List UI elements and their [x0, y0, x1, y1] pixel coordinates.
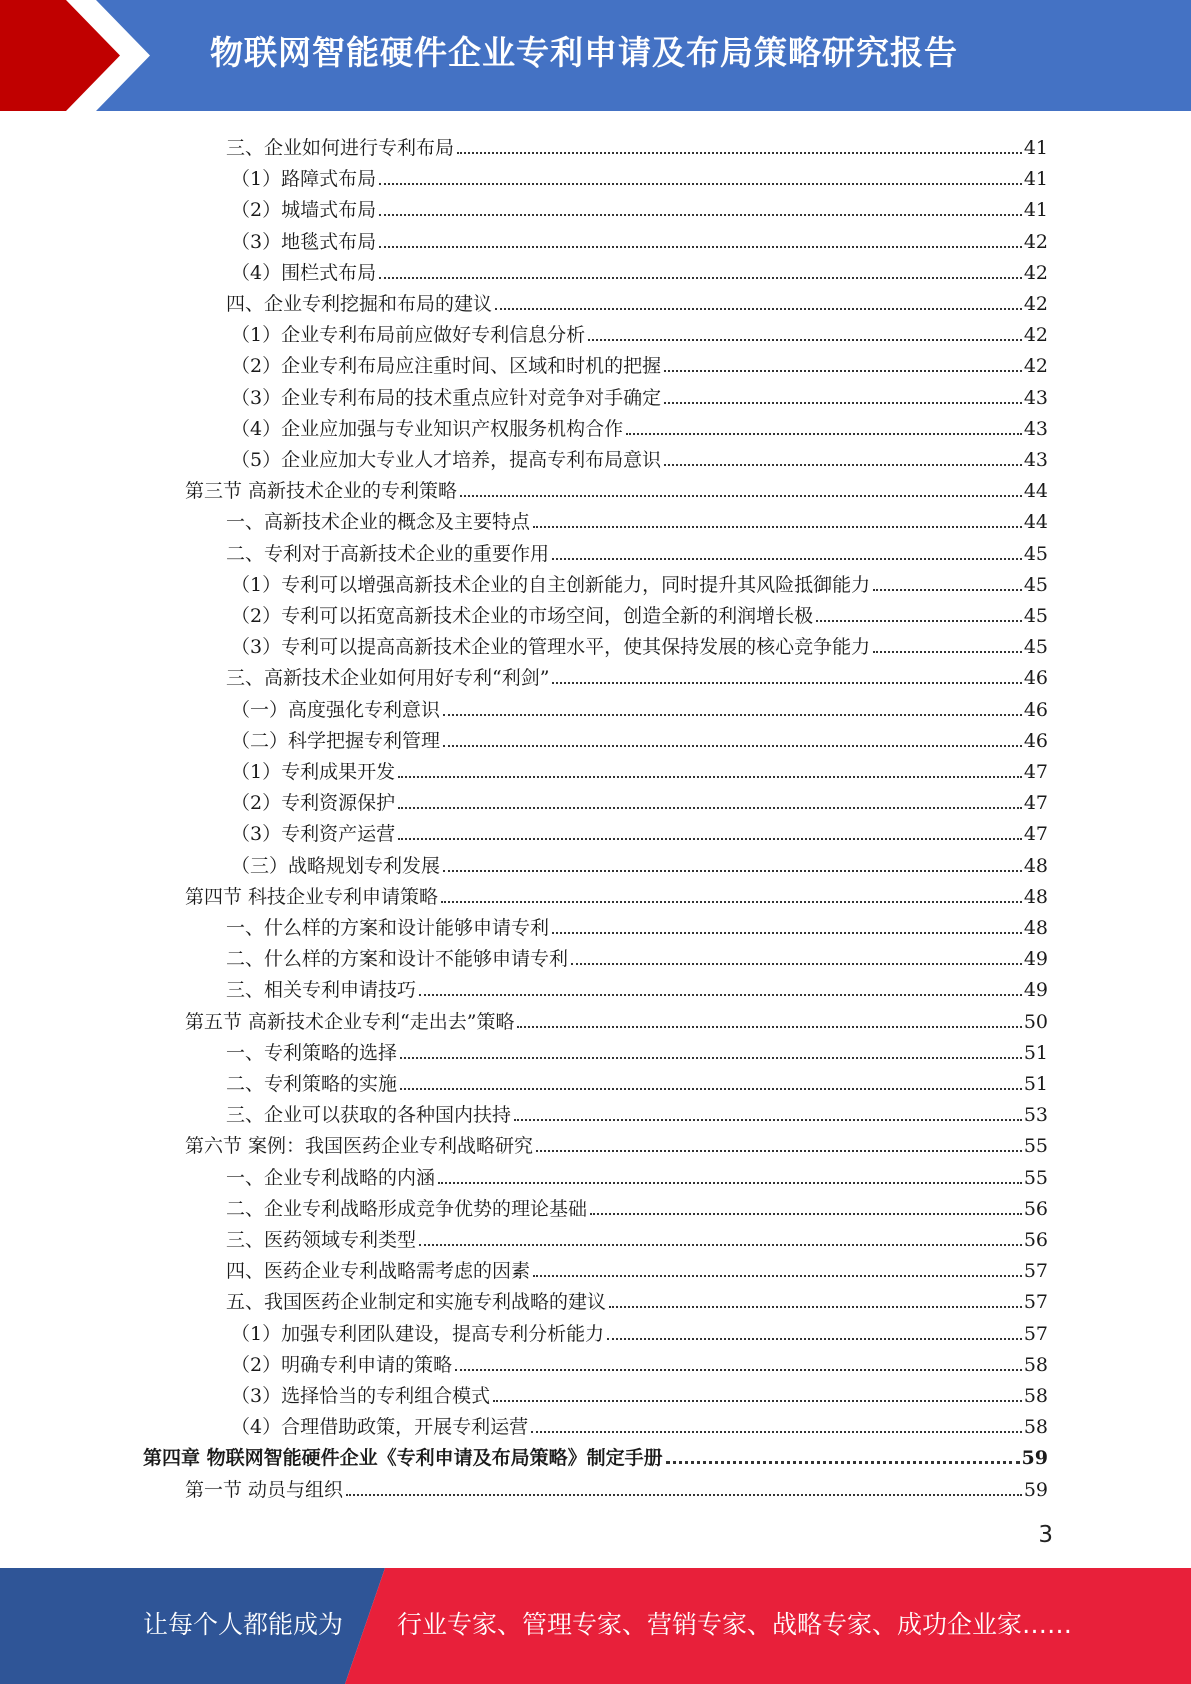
document-title: 物联网智能硬件企业专利申请及布局策略研究报告	[210, 33, 958, 72]
toc-entry-title: （1）专利成果开发	[231, 761, 396, 783]
toc-entry-page: 47	[1023, 823, 1048, 846]
toc-entry[interactable]	[185, 1470, 1048, 1501]
toc-entry-title: （4）围栏式布局	[231, 261, 377, 284]
toc-entry[interactable]	[226, 970, 1048, 1001]
footer-roles: 行业专家、管理专家、营销专家、战略专家、成功企业家……	[397, 1610, 1073, 1639]
toc-entry[interactable]	[231, 1376, 1048, 1407]
page-footer	[0, 1568, 1191, 1684]
toc-entry-page: 58	[1023, 1353, 1048, 1376]
toc-leader-dots	[590, 1213, 1022, 1215]
toc-entry[interactable]	[226, 534, 1048, 565]
toc-entry-page: 57	[1023, 1291, 1048, 1314]
toc-leader-dots	[666, 1461, 1020, 1464]
toc-entry-title: （2）专利可以拓宽高新技术企业的市场空间，创造全新的利润增长极	[231, 605, 814, 627]
toc-entry-title: （二）科学把握专利管理	[231, 729, 441, 752]
toc-entry-title: 一、什么样的方案和设计能够申请专利	[226, 917, 550, 939]
toc-entry-title: （2）专利资源保护	[231, 792, 396, 815]
toc-entry[interactable]	[231, 627, 1048, 658]
toc-entry-page: 42	[1023, 230, 1048, 253]
toc-entry-page: 55	[1023, 1166, 1048, 1189]
toc-leader-dots	[379, 183, 1022, 185]
toc-entry[interactable]	[226, 128, 1048, 159]
toc-leader-dots	[398, 776, 1022, 778]
toc-entry[interactable]	[231, 1314, 1048, 1345]
toc-entry[interactable]	[231, 721, 1048, 752]
toc-entry-page: 48	[1023, 885, 1048, 908]
toc-entry[interactable]	[231, 596, 1048, 627]
toc-entry-page: 51	[1023, 1073, 1048, 1095]
toc-entry[interactable]	[231, 440, 1048, 471]
toc-entry-page: 43	[1023, 417, 1048, 440]
toc-entry-title: 一、企业专利战略的内涵	[226, 1166, 436, 1189]
toc-leader-dots	[873, 589, 1022, 591]
toc-leader-dots	[664, 464, 1022, 466]
toc-leader-dots	[493, 1400, 1022, 1402]
toc-leader-dots	[552, 558, 1022, 560]
toc-entry-title: （4）企业应加强与专业知识产权服务机构合作	[231, 417, 624, 440]
toc-leader-dots	[609, 1306, 1022, 1308]
toc-entry-page: 41	[1023, 199, 1048, 222]
toc-entry-page: 42	[1023, 324, 1048, 347]
toc-entry[interactable]	[226, 908, 1048, 939]
toc-leader-dots	[514, 1119, 1022, 1121]
toc-entry-page: 47	[1023, 792, 1048, 815]
toc-entry[interactable]	[226, 1158, 1048, 1189]
toc-entry-page: 57	[1023, 1260, 1048, 1283]
toc-entry-page: 58	[1023, 1416, 1048, 1439]
toc-entry[interactable]	[231, 409, 1048, 440]
toc-entry-title: 二、企业专利战略形成竞争优势的理论基础	[226, 1197, 588, 1220]
toc-entry[interactable]	[185, 1002, 1048, 1033]
toc-leader-dots	[626, 433, 1022, 435]
toc-entry-title: （3）企业专利布局的技术重点应针对竞争对手确定	[231, 386, 662, 409]
toc-entry-page: 44	[1023, 480, 1048, 503]
toc-leader-dots	[443, 745, 1022, 747]
toc-entry-title: （3）专利资产运营	[231, 823, 396, 846]
toc-entry[interactable]	[185, 877, 1048, 908]
toc-leader-dots	[588, 339, 1022, 341]
toc-entry-title: 第六节 案例：我国医药企业专利战略研究	[185, 1135, 534, 1158]
toc-leader-dots	[438, 1182, 1022, 1184]
toc-leader-dots	[536, 1150, 1022, 1152]
toc-entry-page: 42	[1023, 293, 1048, 315]
toc-entry[interactable]	[226, 1282, 1048, 1313]
header-arrow-icon	[0, 0, 160, 111]
toc-entry-page: 47	[1023, 761, 1048, 783]
toc-entry-page: 45	[1023, 573, 1048, 596]
toc-entry-page: 45	[1023, 542, 1048, 565]
toc-leader-dots	[533, 1275, 1022, 1277]
toc-entry-title: （2）明确专利申请的策略	[231, 1353, 453, 1376]
toc-leader-dots	[346, 1494, 1022, 1496]
toc-entry-page: 42	[1023, 261, 1048, 284]
toc-entry-page: 48	[1023, 854, 1048, 877]
toc-entry[interactable]	[226, 284, 1048, 315]
toc-leader-dots	[379, 214, 1022, 216]
page-number: 3	[1038, 1522, 1053, 1548]
toc-entry-title: 三、相关专利申请技巧	[226, 979, 417, 1002]
toc-entry-page: 58	[1023, 1385, 1048, 1407]
toc-leader-dots	[816, 620, 1022, 622]
toc-entry-title: 第四节 科技企业专利申请策略	[185, 885, 439, 908]
toc-entry-title: （3）选择恰当的专利组合模式	[231, 1385, 491, 1407]
toc-entry-page: 42	[1023, 355, 1048, 378]
toc-leader-dots	[379, 246, 1022, 248]
toc-entry-title: 二、专利策略的实施	[226, 1073, 398, 1095]
page-header	[0, 0, 1191, 111]
toc-entry[interactable]	[231, 159, 1048, 190]
toc-entry-title: 二、专利对于高新技术企业的重要作用	[226, 542, 550, 565]
toc-entry[interactable]	[231, 846, 1048, 877]
toc-entry-title: （1）专利可以增强高新技术企业的自主创新能力，同时提升其风险抵御能力	[231, 573, 871, 596]
toc-entry-title: 第四章 物联网智能硬件企业《专利申请及布局策略》制定手册	[143, 1447, 663, 1470]
toc-entry-title: （5）企业应加大专业人才培养，提高专利布局意识	[231, 449, 662, 471]
toc-entry-page: 59	[1021, 1447, 1048, 1470]
toc-leader-dots	[419, 994, 1022, 996]
toc-entry-page: 59	[1023, 1478, 1048, 1501]
toc-entry-page: 45	[1023, 605, 1048, 627]
toc-entry-page: 45	[1023, 636, 1048, 659]
toc-entry[interactable]	[231, 1407, 1048, 1438]
toc-entry-page: 51	[1023, 1041, 1048, 1064]
toc-leader-dots	[664, 370, 1022, 372]
toc-leader-dots	[455, 1369, 1022, 1371]
toc-entry-title: 三、企业可以获取的各种国内扶持	[226, 1104, 512, 1127]
toc-leader-dots	[398, 838, 1022, 840]
toc-entry[interactable]	[231, 1345, 1048, 1376]
toc-entry-title: 五、我国医药企业制定和实施专利战略的建议	[226, 1291, 607, 1314]
toc-entry-title: 三、医药领域专利类型	[226, 1229, 417, 1251]
toc-leader-dots	[443, 714, 1022, 716]
toc-entry-title: （1）路障式布局	[231, 168, 377, 191]
toc-entry-page: 53	[1023, 1104, 1048, 1127]
toc-entry[interactable]	[231, 752, 1048, 783]
toc-leader-dots	[441, 901, 1022, 903]
toc-entry[interactable]	[226, 1033, 1048, 1064]
toc-entry[interactable]	[231, 190, 1048, 221]
toc-leader-dots	[443, 870, 1022, 872]
toc-entry-title: 一、专利策略的选择	[226, 1041, 398, 1064]
toc-entry-page: 55	[1023, 1135, 1048, 1158]
toc-entry-page: 56	[1023, 1197, 1048, 1220]
toc-entry-title: 第三节 高新技术企业的专利策略	[185, 480, 458, 503]
toc-entry[interactable]	[226, 1189, 1048, 1220]
toc-leader-dots	[533, 526, 1022, 528]
toc-entry[interactable]	[231, 315, 1048, 346]
toc-leader-dots	[460, 495, 1022, 497]
toc-entry[interactable]	[226, 939, 1048, 970]
toc-entry[interactable]	[226, 1095, 1048, 1126]
toc-entry[interactable]	[226, 1251, 1048, 1282]
toc-entry[interactable]	[231, 222, 1048, 253]
toc-leader-dots	[531, 1431, 1022, 1433]
toc-entry[interactable]	[226, 502, 1048, 533]
toc-leader-dots	[664, 402, 1022, 404]
toc-entry-page: 49	[1023, 979, 1048, 1002]
toc-leader-dots	[552, 932, 1022, 934]
toc-leader-dots	[571, 963, 1022, 965]
toc-entry-title: （一）高度强化专利意识	[231, 698, 441, 721]
toc-leader-dots	[552, 682, 1021, 684]
toc-entry-title: 四、医药企业专利战略需考虑的因素	[226, 1260, 531, 1283]
footer-slogan: 让每个人都能成为	[143, 1610, 344, 1639]
toc-leader-dots	[400, 1088, 1022, 1090]
toc-entry-title: 三、企业如何进行专利布局	[226, 137, 455, 159]
toc-entry-title: （1）企业专利布局前应做好专利信息分析	[231, 324, 586, 347]
toc-entry-page: 43	[1023, 386, 1048, 409]
toc-entry-page: 46	[1023, 698, 1048, 721]
toc-entry-page: 56	[1023, 1229, 1048, 1251]
toc-leader-dots	[495, 308, 1022, 310]
toc-leader-dots	[419, 1244, 1022, 1246]
toc-entry-title: （3）地毯式布局	[231, 230, 377, 253]
toc-entry-title: （1）加强专利团队建设，提高专利分析能力	[231, 1322, 605, 1345]
toc-entry-title: （4）合理借助政策，开展专利运营	[231, 1416, 529, 1439]
toc-entry-page: 43	[1023, 449, 1048, 471]
toc-entry[interactable]	[226, 1064, 1048, 1095]
toc-leader-dots	[873, 651, 1022, 653]
toc-entry[interactable]	[185, 1126, 1048, 1157]
toc-entry-page: 50	[1023, 1010, 1048, 1033]
toc-leader-dots	[400, 1057, 1022, 1059]
toc-entry[interactable]	[143, 1438, 1048, 1469]
toc-entry-page: 48	[1023, 917, 1048, 939]
toc-entry-page: 41	[1023, 168, 1048, 191]
toc-entry-page: 44	[1023, 511, 1048, 534]
toc-entry[interactable]	[231, 346, 1048, 377]
toc-entry[interactable]	[185, 471, 1048, 502]
toc-entry-title: 三、高新技术企业如何用好专利“利剑”	[226, 667, 550, 690]
toc-entry-title: 二、什么样的方案和设计不能够申请专利	[226, 948, 569, 971]
toc-entry-page: 41	[1023, 137, 1048, 159]
toc-entry[interactable]	[231, 378, 1048, 409]
toc-entry[interactable]	[231, 814, 1048, 845]
toc-entry-page: 57	[1023, 1322, 1048, 1345]
toc-leader-dots	[379, 277, 1022, 279]
toc-leader-dots	[398, 807, 1022, 809]
toc-entry-title: 一、高新技术企业的概念及主要特点	[226, 511, 531, 534]
toc-leader-dots	[607, 1338, 1022, 1340]
toc-entry-title: 第五节 高新技术企业专利“走出去”策略	[185, 1010, 515, 1033]
toc-entry[interactable]	[226, 658, 1048, 689]
toc-entry-title: 四、企业专利挖掘和布局的建议	[226, 293, 493, 315]
toc-entry-page: 46	[1023, 667, 1048, 690]
toc-leader-dots	[457, 152, 1022, 154]
toc-leader-dots	[517, 1026, 1021, 1028]
toc-entry[interactable]	[231, 783, 1048, 814]
toc-entry-page: 49	[1023, 948, 1048, 971]
toc-entry-title: （3）专利可以提高高新技术企业的管理水平，使其保持发展的核心竞争能力	[231, 636, 871, 659]
toc-entry[interactable]	[231, 690, 1048, 721]
toc-entry[interactable]	[231, 565, 1048, 596]
toc-entry-title: （2）企业专利布局应注重时间、区域和时机的把握	[231, 355, 662, 378]
toc-entry-title: （三）战略规划专利发展	[231, 854, 441, 877]
toc-entry-title: 第一节 动员与组织	[185, 1478, 344, 1501]
toc-entry[interactable]	[226, 1220, 1048, 1251]
toc-entry[interactable]	[231, 253, 1048, 284]
toc-entry-title: （2）城墙式布局	[231, 199, 377, 222]
toc-entry-page: 46	[1023, 729, 1048, 752]
